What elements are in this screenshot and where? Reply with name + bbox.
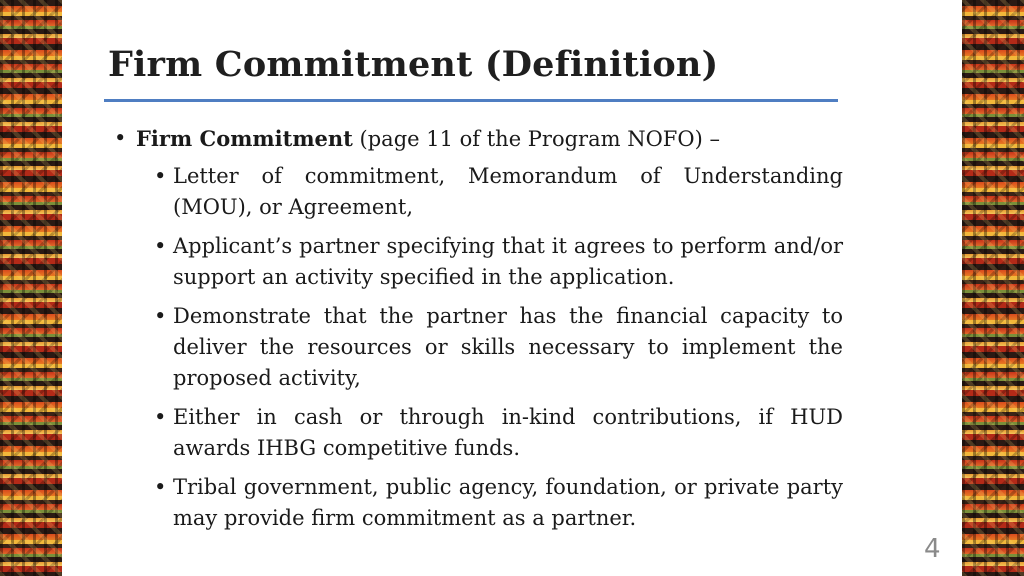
slide-body bbox=[114, 123, 862, 542]
decorative-border-left bbox=[0, 0, 62, 576]
sub-bullet-4: • Either in cash or through in-kind contributions, if HUD awards IHBG competitive funds. bbox=[154, 402, 843, 464]
decorative-border-right bbox=[962, 0, 1024, 576]
sub-bullet-3: • Demonstrate that the partner has the financial capacity to deliver the resources or skills necessary to implement the proposed activity, bbox=[154, 301, 843, 394]
sub-bullet-5: • Tribal government, public agency, foundation, or private party may provide firm commitment as a partner. bbox=[154, 472, 843, 534]
bullet-main-bold: Firm Commitment bbox=[136, 126, 353, 151]
sub-bullet-2: • Applicant’s partner specifying that it agrees to perform and/or support an activity specified in the application. bbox=[154, 231, 843, 293]
bullet-main bbox=[114, 123, 862, 155]
slide-title: Firm Commitment (Definition) bbox=[108, 44, 719, 85]
title-underline bbox=[104, 99, 838, 102]
bullet-main-text: (page 11 of the Program NOFO) – bbox=[352, 127, 720, 151]
page-number: 4 bbox=[924, 534, 941, 564]
sub-bullet-1: • Letter of commitment, Memorandum of Understanding (MOU), or Agreement, bbox=[154, 161, 843, 223]
